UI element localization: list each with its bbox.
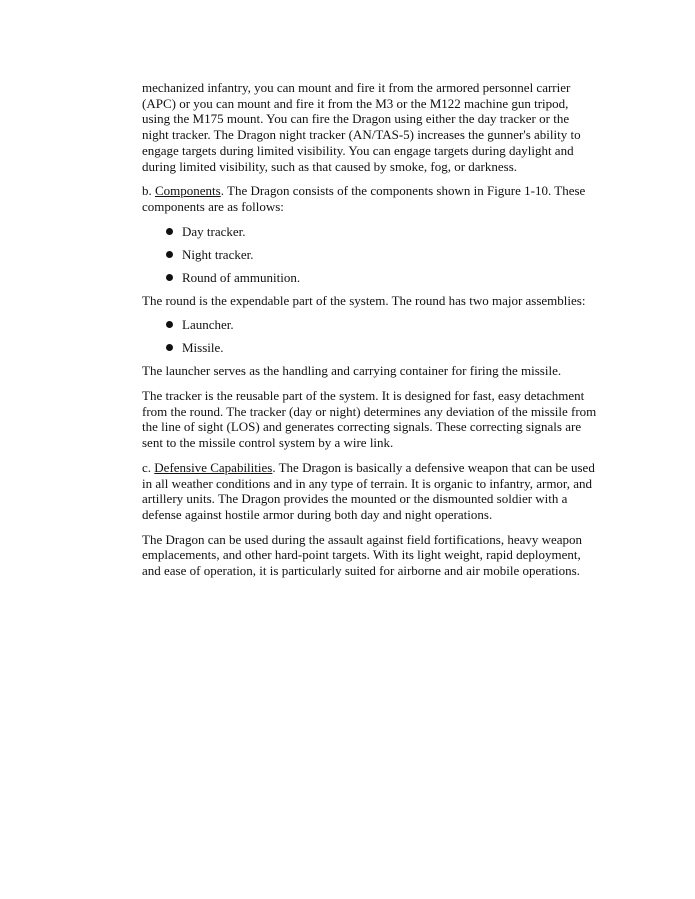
round-paragraph: The round is the expendable part of the system. The round has two major assemblies:: [142, 292, 586, 308]
defensive-text: . The Dragon is basically a defensive weapon that can be used in all weather conditions and in any type of terrain. It is organic to infantry, armor, and artillery units. The Dragon provides the mounted or the dismounted soldier with a defense against hostile armor during both day and night operations.: [142, 459, 595, 522]
list-item: [142, 317, 597, 332]
list-item-text: Launcher.: [182, 317, 234, 333]
list-item-text: Night tracker.: [182, 246, 254, 262]
defensive-heading: Defensive Capabilities: [154, 459, 273, 475]
round-assemblies-list: [142, 317, 597, 355]
list-item-text: Round of ammunition.: [182, 269, 301, 285]
tracker-paragraph: The tracker is the reusable part of the system. It is designed for fast, easy detachment from the round. The tracker (day or night) determines any deviation of the missile from the line of sight (LOS) and generates correcting signals. These correcting signals are sent to the missile control system by a wire link.: [142, 388, 597, 451]
bullet-icon: [166, 228, 173, 235]
list-item: [142, 340, 597, 355]
components-heading: Components: [155, 183, 221, 199]
document-body: [142, 80, 597, 588]
components-paragraph: [142, 183, 597, 214]
components-prefix: b.: [142, 183, 155, 199]
assault-paragraph: The Dragon can be used during the assault against field fortifications, heavy weapon emplacements, and other hard-point targets. With its light weight, rapid deployment, and ease of operation, it is particularly suited for airborne and air mobile operations.: [142, 531, 583, 579]
components-list: [142, 224, 597, 285]
bullet-icon: [166, 344, 173, 351]
list-item: [142, 224, 597, 239]
list-item-text: Day tracker.: [182, 223, 246, 239]
bullet-icon: [166, 274, 173, 281]
launcher-paragraph: The launcher serves as the handling and carrying container for firing the missile.: [142, 363, 562, 379]
bullet-icon: [166, 321, 173, 328]
intro-paragraph: mechanized infantry, you can mount and fire it from the armored personnel carrier (APC) or you can mount and fire it from the M3 or the M122 machine gun tripod, using the M175 mount. You can fire the Dragon using either the day tracker or the night tracker. The Dragon night tracker (AN/TAS-5) increases the gunner's ability to engage targets during limited visibility. You can engage targets during daylight and during limited visibility, such as that caused by smoke, fog, or darkness.: [142, 80, 581, 174]
list-item: [142, 247, 597, 262]
bullet-icon: [166, 251, 173, 258]
components-text: . The Dragon consists of the components shown in Figure 1-10. These components are as follows:: [142, 183, 586, 214]
defensive-prefix: c.: [142, 459, 155, 475]
list-item: [142, 270, 597, 285]
list-item-text: Missile.: [182, 340, 224, 356]
defensive-paragraph: [142, 460, 597, 523]
